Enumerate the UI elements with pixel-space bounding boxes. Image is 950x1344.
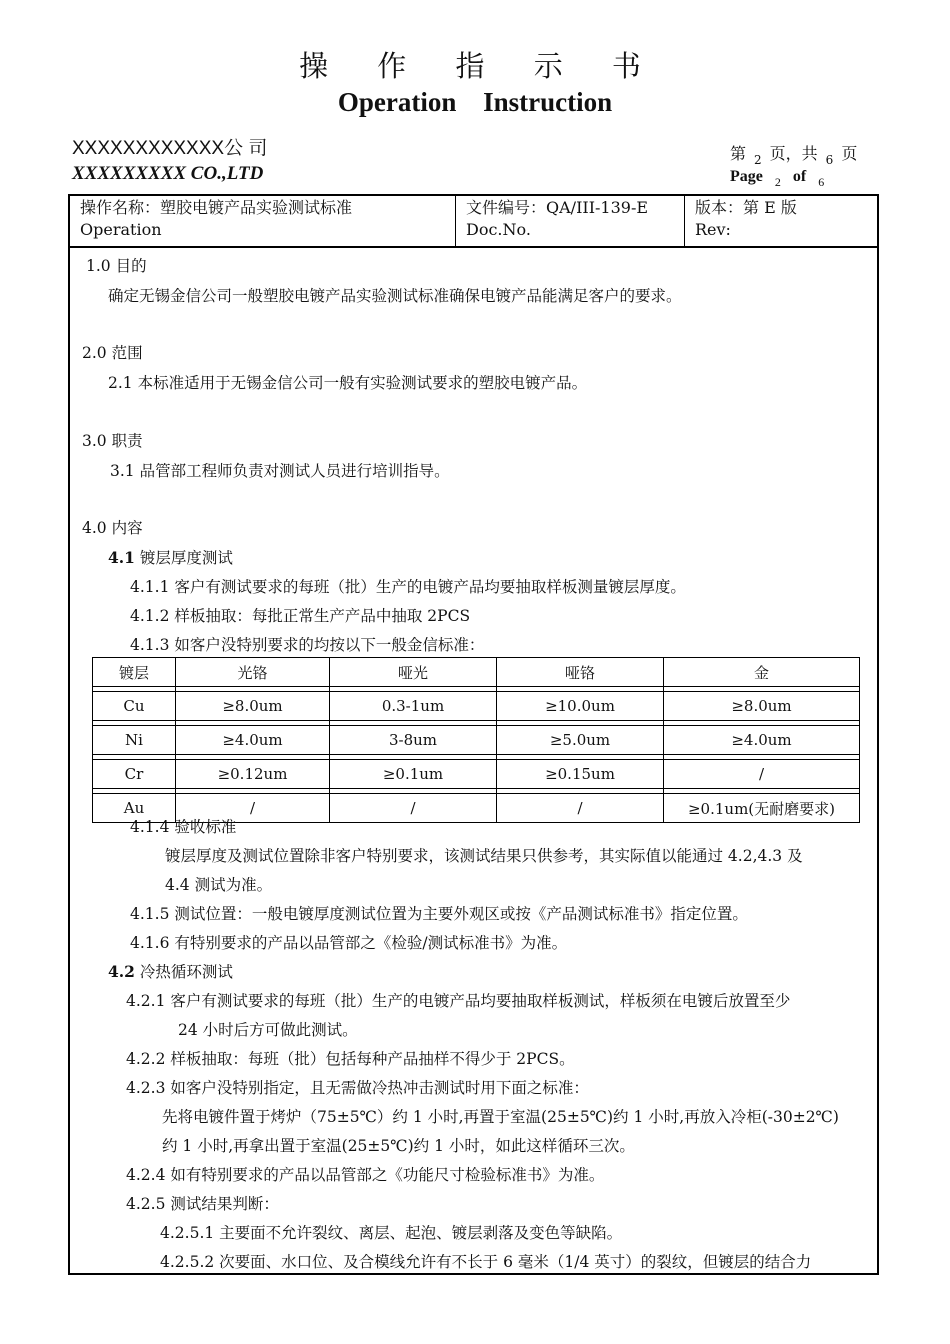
table-cell: / (176, 794, 330, 823)
table-header-cell: 哑铬 (497, 658, 664, 687)
section-3-text: 3.1 品管部工程师负责对测试人员进行培训指导。 (110, 462, 450, 480)
table-row (93, 692, 860, 721)
company-name-en: XXXXXXXXX CO.,LTD (72, 163, 264, 184)
page-indicator-en: Page $_2$ of $_6$ (730, 168, 825, 189)
table-header-cell: 哑光 (330, 658, 497, 687)
section-1-title: 1.0 目的 (86, 257, 147, 275)
table-cell: ≥8.0um (664, 692, 860, 721)
table-cell: Au (93, 794, 176, 823)
section-2-text: 2.1 本标准适用于无锡金信公司一般有实验测试要求的塑胶电镀产品。 (108, 374, 588, 392)
table-cell: / (330, 794, 497, 823)
operation-name-cell: 操作名称：塑胶电镀产品实验测试标准 Operation (70, 196, 456, 246)
doc-number-cell: 文件编号：QA/III-139-E Doc.No. (456, 196, 685, 246)
table-header-cell: 金 (664, 658, 860, 687)
table-cell: ≥8.0um (176, 692, 330, 721)
item-4-2-4: 4.2.4 如有特别要求的产品以品管部之《功能尺寸检验标准书》为准。 (126, 1166, 605, 1184)
table-cell: ≥5.0um (497, 726, 664, 755)
table-cell: Ni (93, 726, 176, 755)
table-cell: ≥0.1um(无耐磨要求) (664, 794, 860, 823)
item-4-1-1: 4.1.1 客户有测试要求的每班（批）生产的电镀产品均要抽取样板测量镀层厚度。 (130, 578, 686, 596)
section-4-title: 4.0 内容 (82, 519, 143, 537)
section-1-text: 确定无锡金信公司一般塑胶电镀产品实验测试标准确保电镀产品能满足客户的要求。 (108, 287, 682, 305)
table-cell: ≥4.0um (664, 726, 860, 755)
item-4-1-2: 4.1.2 样板抽取：每批正常生产产品中抽取 2PCS (130, 607, 471, 625)
table-cell: 3-8um (330, 726, 497, 755)
item-4-2-1-cont: 24 小时后方可做此测试。 (178, 1021, 358, 1039)
item-4-2-1: 4.2.1 客户有测试要求的每班（批）生产的电镀产品均要抽取样板测试，样板须在电镀后放置至少 (126, 992, 791, 1010)
table-row (93, 760, 860, 789)
revision-cell: 版本：第 E 版 Rev: (695, 198, 797, 239)
document-title-en: Operation Instruction (337, 87, 613, 117)
document-frame (68, 194, 879, 1275)
item-4-2-3-text: 先将电镀件置于烤炉（75±5℃）约 1 小时,再置于室温(25±5℃)约 1 小时,再放入冷柜(-30±2℃) (162, 1108, 839, 1126)
section-4-1-title: 4.1 镀层厚度测试 (108, 548, 233, 567)
company-name-cn: XXXXXXXXXXXX公 司 (72, 138, 268, 159)
table-header-row (93, 658, 860, 687)
item-4-1-6: 4.1.6 有特别要求的产品以品管部之《检验/测试标准书》为准。 (130, 934, 568, 952)
item-4-2-3: 4.2.3 如客户没特别指定，且无需做冷热冲击测试时用下面之标准： (126, 1079, 589, 1097)
item-4-2-3-text-cont: 约 1 小时,再拿出置于室温(25±5℃)约 1 小时，如此这样循环三次。 (162, 1137, 635, 1155)
item-4-2-2: 4.2.2 样板抽取：每班（批）包括每种产品抽样不得少于 2PCS。 (126, 1050, 575, 1068)
table-cell: ≥10.0um (497, 692, 664, 721)
table-cell: Cu (93, 692, 176, 721)
item-4-1-4: 4.1.4 验收标准 (130, 818, 237, 836)
section-2-title: 2.0 范围 (82, 344, 143, 362)
section-3-title: 3.0 职责 (82, 432, 143, 450)
document-title-cn: 操 作 指 示 书 (299, 49, 661, 83)
table-header-cell: 镀层 (93, 658, 176, 687)
table-cell: 0.3-1um (330, 692, 497, 721)
item-4-1-5: 4.1.5 测试位置：一般电镀厚度测试位置为主要外观区或按《产品测试标准书》指定位置。 (130, 905, 748, 923)
table-cell: ≥0.12um (176, 760, 330, 789)
table-row (93, 726, 860, 755)
item-4-2-5-1: 4.2.5.1 主要面不允许裂纹、离层、起泡、镀层剥落及变色等缺陷。 (160, 1224, 623, 1242)
item-4-2-5: 4.2.5 测试结果判断： (126, 1195, 279, 1213)
table-cell: ≥0.1um (330, 760, 497, 789)
table-cell: ≥0.15um (497, 760, 664, 789)
section-4-2-title: 4.2 冷热循环测试 (108, 962, 233, 981)
table-cell: ≥4.0um (176, 726, 330, 755)
table-cell: / (664, 760, 860, 789)
item-4-2-5-2: 4.2.5.2 次要面、水口位、及合模线允许有不长于 6 毫米（1/4 英寸）的裂纹，但镀层的结合力 (160, 1253, 812, 1271)
item-4-1-4-text-cont: 4.4 测试为准。 (165, 876, 273, 894)
table-cell: / (497, 794, 664, 823)
item-4-1-3: 4.1.3 如客户没特别要求的均按以下一般金信标准： (130, 636, 485, 654)
table-header-cell: 光铬 (176, 658, 330, 687)
table-cell: Cr (93, 760, 176, 789)
info-header-row (70, 196, 877, 248)
item-4-1-4-text: 镀层厚度及测试位置除非客户特别要求，该测试结果只供参考，其实际值以能通过 4.2,4.3 及 (165, 847, 803, 865)
page-indicator-cn: 第 $_2$ 页，共 $_6$ 页 (730, 144, 858, 167)
plating-thickness-table (92, 657, 860, 823)
